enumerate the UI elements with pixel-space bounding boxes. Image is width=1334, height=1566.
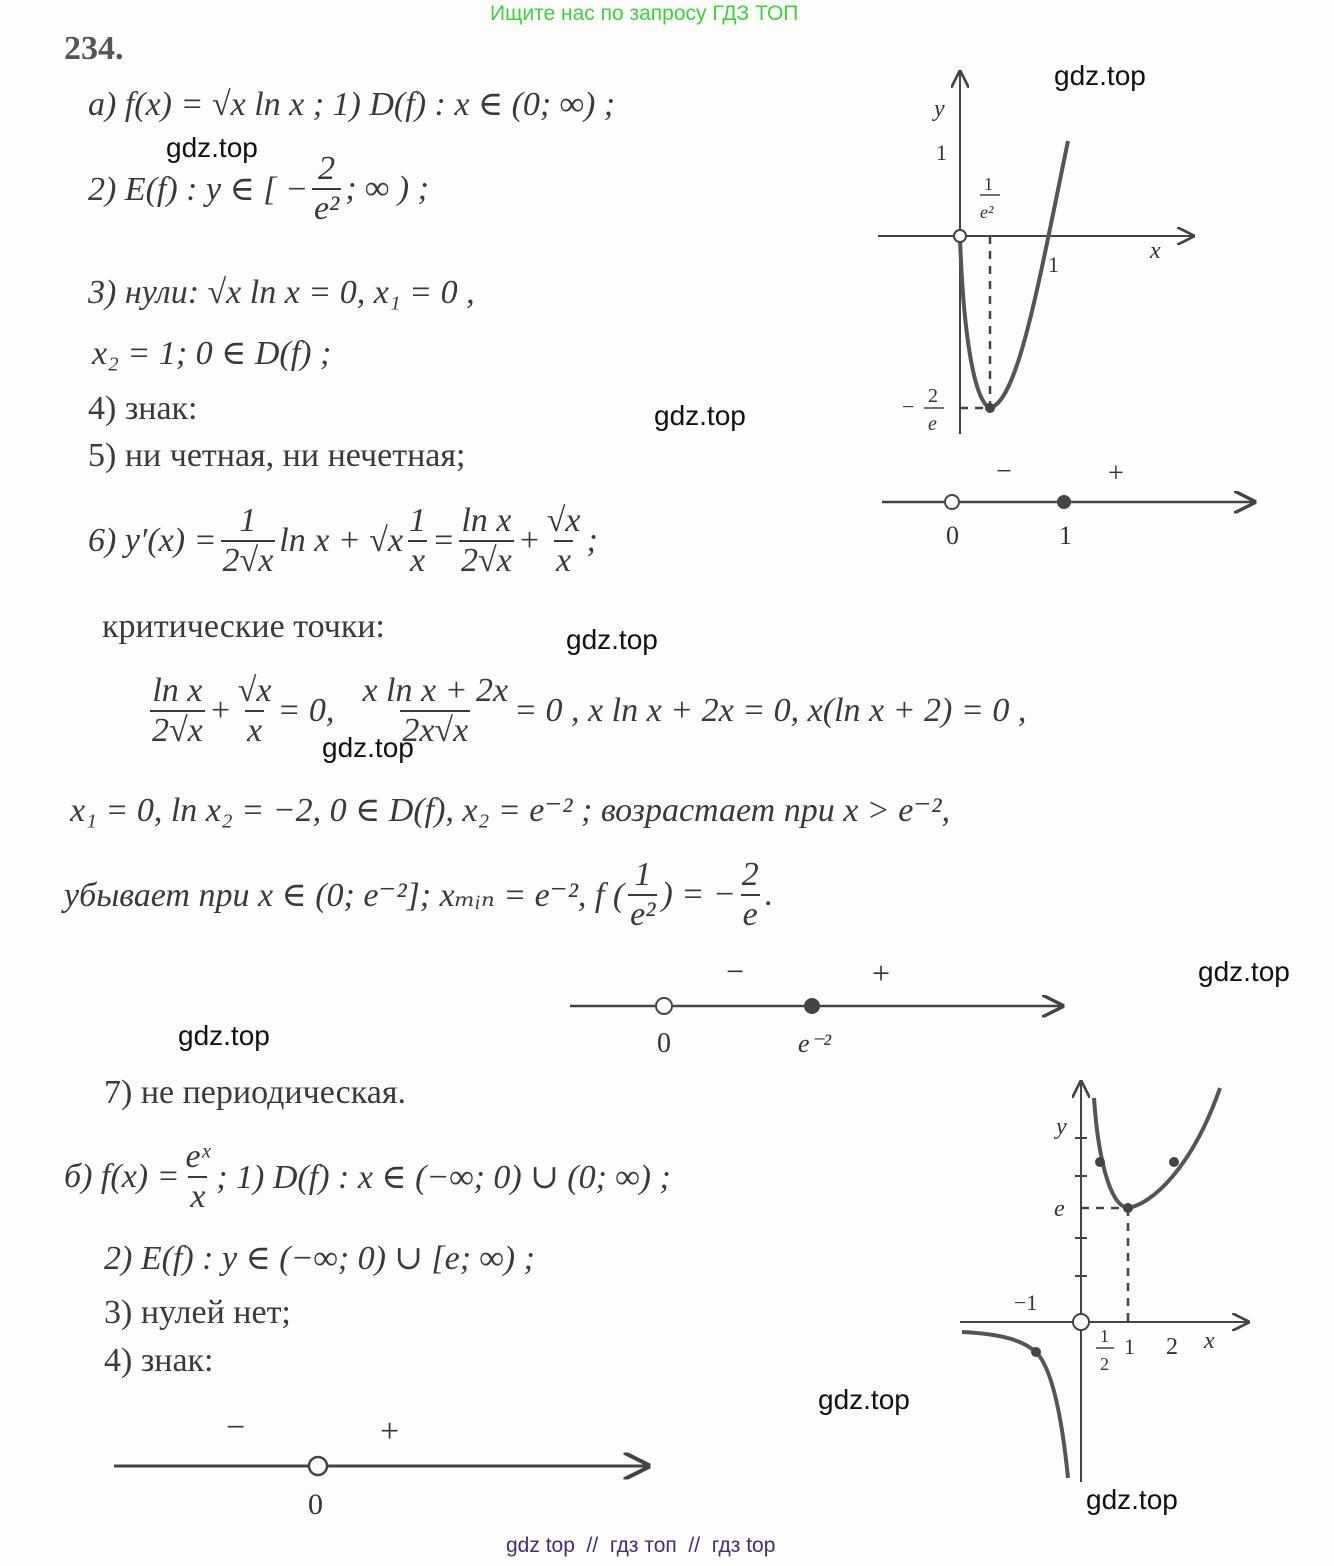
crit-frac-1-den: 2√x	[152, 712, 203, 749]
range-suffix: ; ∞ ) ;	[345, 170, 429, 207]
sign-b-minus: −	[226, 1409, 246, 1446]
part-a-line-5: 4) знак:	[88, 390, 198, 427]
part-b-line-2: 2) E(f) : y ∈ (−∞; 0) ∪ [e; ∞) ;	[104, 1240, 535, 1277]
sign-b-label-0: 0	[308, 1488, 323, 1521]
fmin-arg-frac	[628, 856, 657, 934]
graph-b-min-point	[1123, 1203, 1133, 1213]
part-a-derivative	[88, 502, 598, 580]
range-prefix: 2) E(f) : y ∈ [ −	[88, 171, 308, 208]
derivative-eq: =	[432, 522, 455, 559]
derivative-frac-2-num: 1	[409, 502, 427, 539]
crit-frac-2-den: x	[247, 712, 263, 749]
part-a-line-12: 7) не периодическая.	[104, 1074, 406, 1111]
part-a-line-3: 3) нули: √x ln x = 0, x₁ = 0 ,	[88, 274, 475, 311]
watermark-8: gdz.top	[818, 1384, 910, 1415]
graph-b-left-branch	[962, 1332, 1068, 1478]
graph-a	[868, 66, 1208, 446]
part-a-line-2	[88, 150, 429, 228]
graph-b	[952, 1078, 1252, 1488]
graph-b-one-label: 1	[1124, 1334, 1135, 1359]
graph-b-half-num: 1	[1100, 1326, 1109, 1346]
graph-b-x-label: x	[1204, 1328, 1215, 1354]
derivative-frac-4-num: √x	[546, 502, 581, 539]
sign-line-a1	[876, 456, 1266, 546]
fmin-end: .	[764, 876, 774, 913]
sign-a2-plus: +	[872, 956, 891, 991]
critical-points-equation	[146, 672, 1026, 750]
derivative-prefix: 6) y′(x) =	[88, 522, 217, 559]
crit-frac-3-num: x ln x + 2x	[362, 672, 509, 709]
sign-a2-zero-point	[656, 998, 672, 1014]
problem-number: 234.	[64, 30, 124, 67]
graph-b-origin-point	[1073, 1314, 1089, 1330]
sign-a2-label-0: 0	[657, 1028, 671, 1059]
graph-a-min-den: e	[928, 413, 937, 435]
watermark-3: gdz.top	[654, 400, 746, 431]
graph-a-x-label: x	[1150, 238, 1161, 264]
graph-b-neg1-label: −1	[1014, 1290, 1038, 1315]
graph-a-min-minus: −	[902, 394, 915, 419]
part-b-line-4: 4) знак:	[104, 1342, 214, 1379]
watermark-2: gdz.top	[166, 132, 258, 163]
watermark-9: gdz.top	[1086, 1484, 1178, 1515]
derivative-frac-1-num: 1	[239, 502, 257, 539]
fmin-arg-num: 1	[634, 856, 652, 893]
sign-a1-minus: −	[996, 456, 1012, 487]
sign-a1-plus: +	[1108, 458, 1124, 489]
part-b-func-prefix: б) f(x) =	[64, 1158, 180, 1195]
derivative-frac-3-den: 2√x	[460, 542, 512, 579]
derivative-end: ;	[586, 522, 598, 559]
part-a-line-10: x₁ = 0, ln x₂ = −2, 0 ∈ D(f), x₂ = e⁻² ; возрастает при x > e⁻²,	[70, 792, 950, 829]
graph-b-point-3	[1031, 1347, 1041, 1357]
fmin-value-den: e	[742, 896, 758, 933]
graph-b-point-1	[1095, 1157, 1105, 1167]
derivative-plus: +	[517, 522, 541, 559]
sign-a1-one-point	[1057, 495, 1071, 509]
watermark-1: gdz.top	[1054, 60, 1146, 91]
search-banner[interactable]: Ищите нас по запросу ГДЗ ТОП	[490, 2, 799, 25]
graph-b-point-2	[1169, 1157, 1179, 1167]
watermark-6: gdz.top	[1198, 956, 1290, 987]
crit-rest: = 0 , x ln x + 2x = 0, x(ln x + 2) = 0 ,	[514, 692, 1027, 729]
derivative-frac-2-den: x	[409, 542, 426, 579]
crit-frac-1	[150, 672, 205, 750]
range-fraction-num: 2	[318, 150, 336, 187]
sign-line-b	[108, 1404, 658, 1524]
watermark-5: gdz.top	[322, 732, 414, 763]
fmin-value-num: 2	[741, 856, 759, 893]
derivative-frac-3	[459, 502, 514, 580]
graph-a-min-point	[985, 403, 995, 413]
sign-a1-label-1: 1	[1059, 521, 1072, 546]
graph-a-tick-num: 1	[984, 174, 993, 194]
sign-a2-minus: −	[726, 956, 745, 989]
sign-a1-zero-point	[945, 495, 959, 509]
sign-b-plus: +	[380, 1413, 400, 1450]
derivative-mid: ln x + √x	[279, 522, 404, 559]
part-a-line-4: x₂ = 1; 0 ∈ D(f) ;	[92, 335, 332, 372]
graph-a-y-one: 1	[936, 140, 947, 165]
crit-eq: = 0,	[277, 692, 335, 729]
crit-frac-3-den: 2x√x	[402, 712, 469, 749]
part-b-line-1	[64, 1138, 671, 1216]
sign-a2-label-emin: e⁻²	[798, 1029, 832, 1058]
crit-plus: +	[208, 692, 232, 729]
graph-b-y-label: y	[1056, 1114, 1067, 1140]
fmin-arg-den: e²	[630, 896, 656, 933]
sign-a1-label-0: 0	[946, 521, 959, 546]
graph-b-half-den: 2	[1100, 1354, 1109, 1374]
graph-a-min-num: 2	[928, 385, 938, 407]
sign-a2-min-point	[804, 998, 820, 1014]
derivative-frac-4	[545, 502, 583, 580]
derivative-frac-4-den: x	[556, 542, 572, 579]
range-fraction	[312, 150, 341, 228]
part-a-line-1: а) f(x) = √x ln x ; 1) D(f) : x ∈ (0; ∞) ;	[88, 86, 616, 123]
derivative-frac-1-den: 2√x	[222, 542, 274, 579]
crit-frac-2	[236, 672, 274, 750]
part-a-line-11	[64, 856, 773, 934]
part-b-func-den: x	[190, 1178, 206, 1215]
footer-links[interactable]: gdz top // гдз топ // гдз top	[506, 1534, 776, 1557]
part-b-func-frac	[184, 1138, 213, 1216]
part-b-func-post: ; 1) D(f) : x ∈ (−∞; 0) ∪ (0; ∞) ;	[216, 1159, 671, 1196]
derivative-frac-1	[221, 502, 276, 580]
crit-frac-1-num: ln x	[152, 672, 203, 709]
graph-a-tick-den: e²	[980, 202, 994, 222]
graph-b-e-label: e	[1054, 1196, 1065, 1222]
graph-a-y-label: y	[934, 96, 945, 122]
fmin-value-frac	[740, 856, 761, 934]
sign-line-a2	[566, 956, 1076, 1066]
derivative-frac-3-num: ln x	[461, 502, 512, 539]
critical-points-heading: критические точки:	[102, 608, 385, 645]
watermark-7: gdz.top	[178, 1020, 270, 1051]
crit-frac-2-num: √x	[237, 672, 272, 709]
graph-a-origin-point	[954, 230, 966, 242]
decreasing-text: убывает при x ∈ (0; e⁻²]; xₘᵢₙ = e⁻², f (	[64, 877, 625, 914]
part-b-line-3: 3) нулей нет;	[104, 1294, 291, 1331]
graph-b-two-label: 2	[1166, 1334, 1178, 1360]
part-b-func-num: eˣ	[185, 1138, 211, 1175]
fmin-mid: ) = −	[661, 876, 736, 913]
derivative-frac-2	[407, 502, 428, 580]
sign-b-zero-point	[309, 1457, 327, 1475]
watermark-4: gdz.top	[566, 624, 658, 655]
graph-b-right-branch	[1094, 1088, 1220, 1208]
part-a-line-6: 5) ни четная, ни нечетная;	[88, 437, 466, 474]
graph-a-x-one: 1	[1048, 252, 1059, 277]
range-fraction-den: e²	[313, 190, 340, 227]
